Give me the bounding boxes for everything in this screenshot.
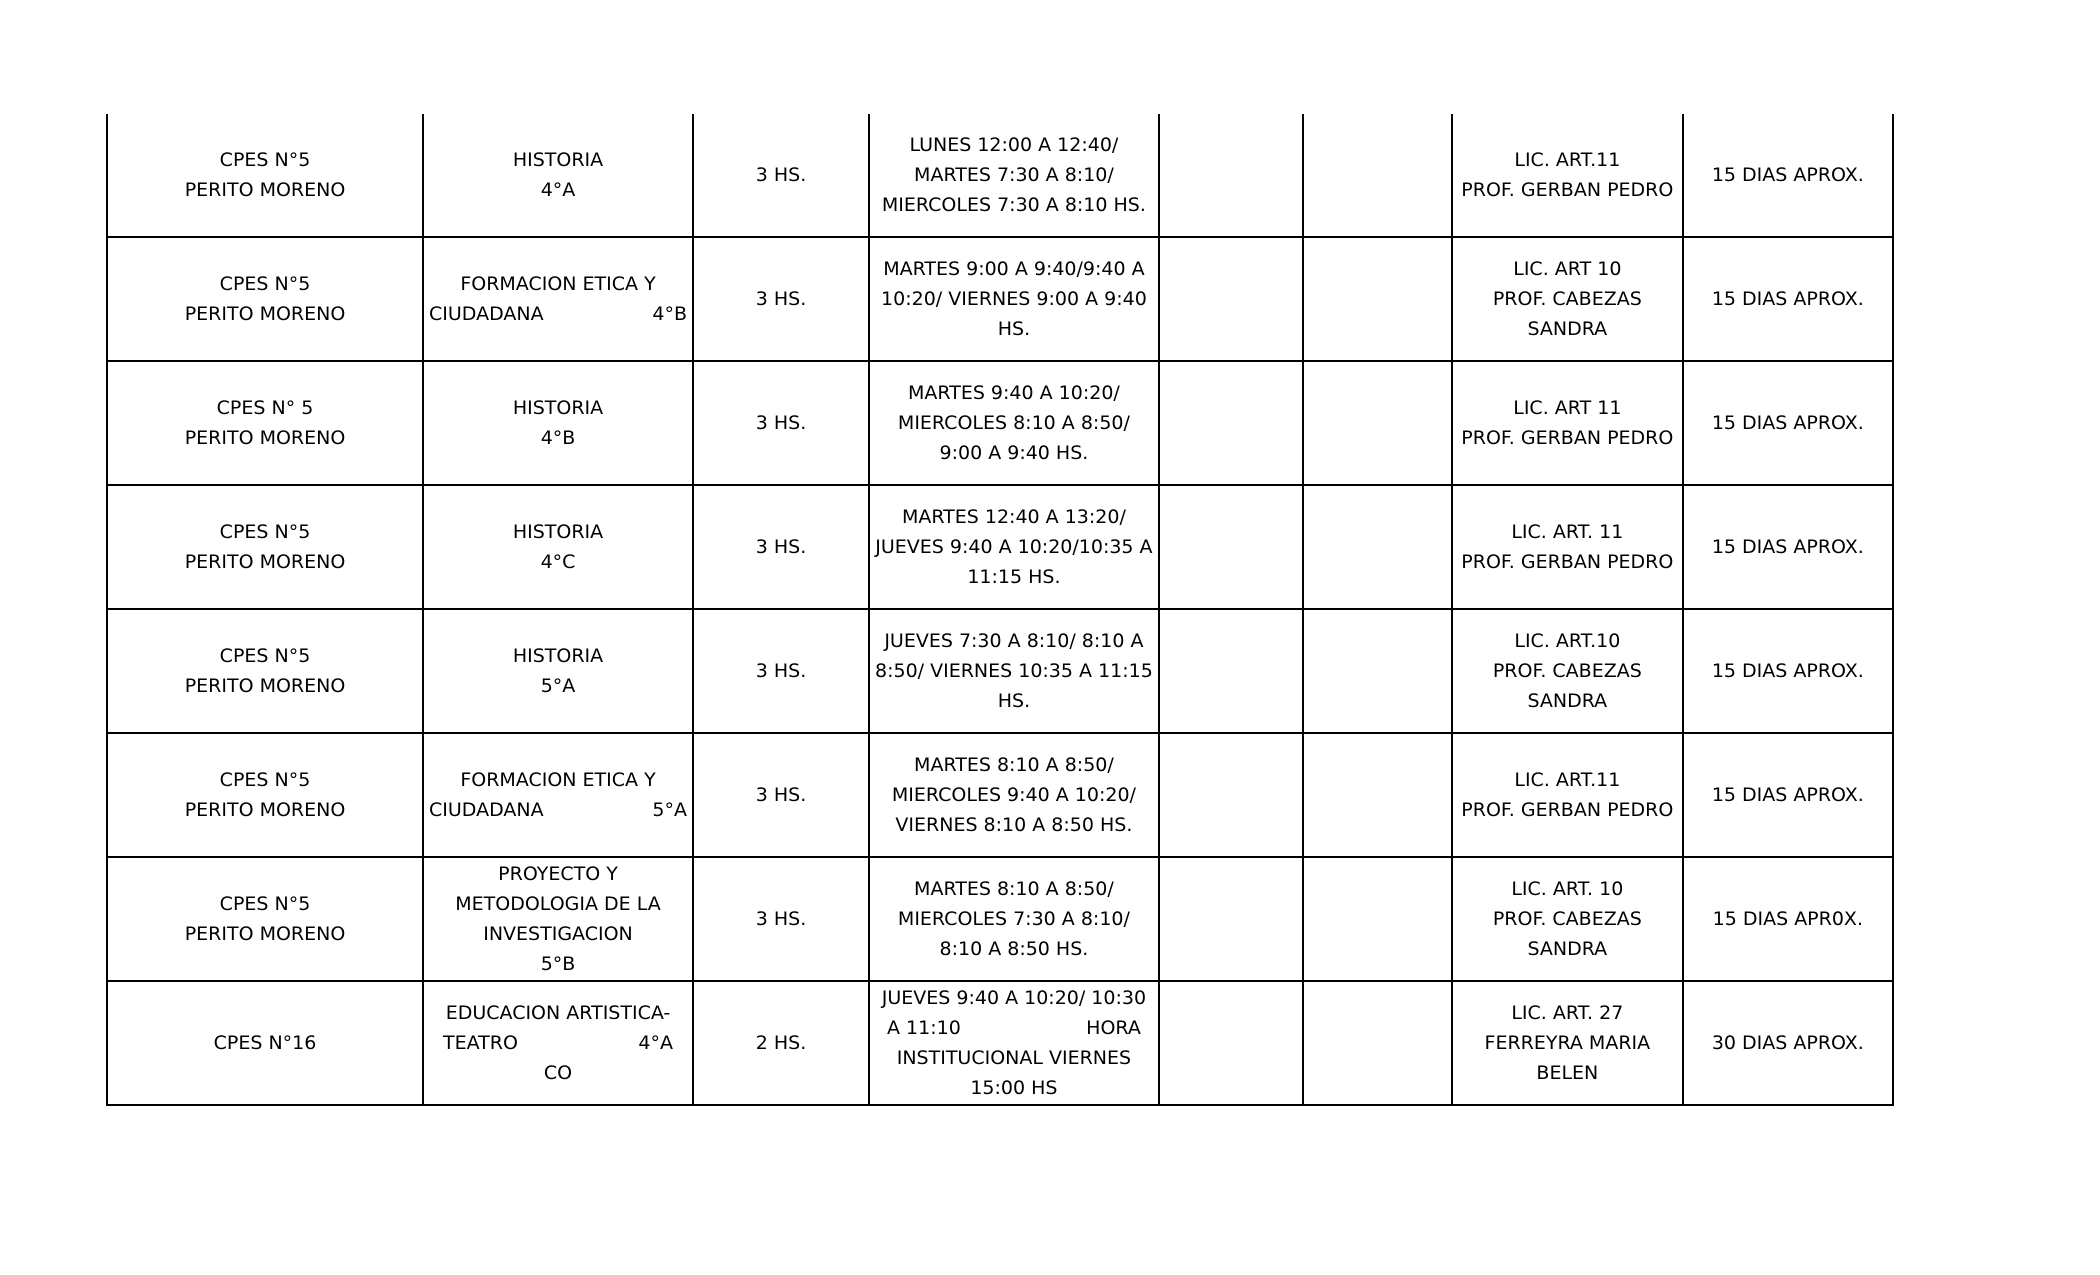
subject-line: PROYECTO Y xyxy=(498,863,618,885)
license-cell xyxy=(1452,981,1683,1105)
license-line: PROF. GERBAN PEDRO xyxy=(1461,179,1674,201)
subject-cell xyxy=(423,114,693,237)
duration-cell xyxy=(1683,981,1893,1105)
schedule-line: MARTES 8:10 A 8:50/ xyxy=(914,754,1114,776)
school-cell xyxy=(107,609,423,733)
school-line: PERITO MORENO xyxy=(184,179,346,201)
subject-text: 5°A xyxy=(652,799,687,821)
hours-cell xyxy=(693,237,869,361)
subject-text: 4°A xyxy=(638,1032,673,1054)
schedule-line: 9:00 A 9:40 HS. xyxy=(939,442,1089,464)
hours-text: 3 HS. xyxy=(755,784,807,806)
license-line: LIC. ART.11 xyxy=(1514,149,1621,171)
duration-cell xyxy=(1683,609,1893,733)
subject-line: 5°B xyxy=(540,953,576,975)
license-cell xyxy=(1452,485,1683,609)
duration-text: 15 DIAS APROX. xyxy=(1711,660,1864,682)
duration-cell xyxy=(1683,114,1893,237)
schedule-line xyxy=(875,1013,1153,1043)
duration-text: 15 DIAS APROX. xyxy=(1711,164,1864,186)
duration-text: 30 DIAS APROX. xyxy=(1711,1032,1864,1054)
subject-cell xyxy=(423,485,693,609)
subject-line: 4°A xyxy=(540,179,576,201)
license-cell xyxy=(1452,361,1683,485)
blank-cell xyxy=(1303,361,1452,485)
school-line: CPES N°16 xyxy=(213,1032,317,1054)
license-cell xyxy=(1452,114,1683,237)
subject-cell xyxy=(423,733,693,857)
schedule-cell xyxy=(869,485,1159,609)
schedule-cell xyxy=(869,733,1159,857)
schedule-line: HS. xyxy=(997,690,1031,712)
schedule-line: 11:15 HS. xyxy=(967,566,1061,588)
license-line: SANDRA xyxy=(1527,938,1608,960)
table-row xyxy=(107,361,1893,485)
subject-cell xyxy=(423,609,693,733)
license-line: PROF. GERBAN PEDRO xyxy=(1461,551,1674,573)
duration-text: 15 DIAS APR0X. xyxy=(1712,908,1863,930)
blank-cell xyxy=(1159,733,1303,857)
subject-line: HISTORIA xyxy=(512,149,604,171)
subject-cell xyxy=(423,857,693,981)
schedule-line: MARTES 9:40 A 10:20/ xyxy=(908,382,1120,404)
license-line: BELEN xyxy=(1536,1062,1599,1084)
license-cell xyxy=(1452,733,1683,857)
schedule-line: HS. xyxy=(997,318,1031,340)
schedule-line: 8:50/ VIERNES 10:35 A 11:15 xyxy=(875,660,1153,682)
table-body xyxy=(107,114,1893,1105)
license-line: FERREYRA MARIA xyxy=(1484,1032,1651,1054)
schedule-line: VIERNES 8:10 A 8:50 HS. xyxy=(895,814,1133,836)
school-line: PERITO MORENO xyxy=(184,303,346,325)
schedule-cell xyxy=(869,857,1159,981)
blank-cell xyxy=(1303,981,1452,1105)
license-line: PROF. GERBAN PEDRO xyxy=(1461,799,1674,821)
school-line: CPES N° 5 xyxy=(216,397,314,419)
schedule-line: MARTES 8:10 A 8:50/ xyxy=(914,878,1114,900)
hours-cell xyxy=(693,981,869,1105)
schedule-line: 15:00 HS xyxy=(970,1077,1058,1099)
schedule-line: MIERCOLES 8:10 A 8:50/ xyxy=(897,412,1130,434)
schedule-line: 8:10 A 8:50 HS. xyxy=(939,938,1089,960)
license-line: SANDRA xyxy=(1527,690,1608,712)
school-line: CPES N°5 xyxy=(219,893,311,915)
table-row xyxy=(107,237,1893,361)
license-line: LIC. ART. 27 xyxy=(1511,1002,1624,1024)
subject-line: EDUCACION ARTISTICA- xyxy=(445,1002,671,1024)
license-line: PROF. GERBAN PEDRO xyxy=(1461,427,1674,449)
blank-cell xyxy=(1159,609,1303,733)
table-row xyxy=(107,114,1893,237)
hours-text: 3 HS. xyxy=(755,908,807,930)
subject-line: CO xyxy=(543,1062,573,1084)
subject-line: HISTORIA xyxy=(512,521,604,543)
school-line: CPES N°5 xyxy=(219,149,311,171)
schedule-line: MIERCOLES 9:40 A 10:20/ xyxy=(891,784,1136,806)
school-line: CPES N°5 xyxy=(219,645,311,667)
subject-line: FORMACION ETICA Y xyxy=(460,273,656,295)
license-line: PROF. CABEZAS xyxy=(1492,908,1642,930)
duration-text: 15 DIAS APROX. xyxy=(1711,784,1864,806)
license-line: LIC. ART 10 xyxy=(1513,258,1622,280)
school-line: PERITO MORENO xyxy=(184,923,346,945)
school-cell xyxy=(107,857,423,981)
license-cell xyxy=(1452,609,1683,733)
blank-cell xyxy=(1159,485,1303,609)
hours-cell xyxy=(693,857,869,981)
schedule-line: MARTES 7:30 A 8:10/ xyxy=(914,164,1114,186)
school-cell xyxy=(107,485,423,609)
hours-cell xyxy=(693,114,869,237)
subject-cell xyxy=(423,981,693,1105)
duration-text: 15 DIAS APROX. xyxy=(1711,412,1864,434)
subject-cell xyxy=(423,237,693,361)
school-line: PERITO MORENO xyxy=(184,799,346,821)
license-line: SANDRA xyxy=(1527,318,1608,340)
table-row xyxy=(107,485,1893,609)
school-line: CPES N°5 xyxy=(219,521,311,543)
duration-cell xyxy=(1683,857,1893,981)
hours-text: 3 HS. xyxy=(755,536,807,558)
schedule-line: JUEVES 9:40 A 10:20/10:35 A xyxy=(875,536,1153,558)
subject-line: 4°B xyxy=(540,427,576,449)
table-row xyxy=(107,981,1893,1105)
schedule-line: INSTITUCIONAL VIERNES xyxy=(896,1047,1132,1069)
hours-text: 3 HS. xyxy=(755,164,807,186)
subject-text: 4°B xyxy=(652,303,687,325)
schedule-line: JUEVES 7:30 A 8:10/ 8:10 A xyxy=(884,630,1144,652)
school-line: PERITO MORENO xyxy=(184,427,346,449)
school-line: CPES N°5 xyxy=(219,273,311,295)
schedule-line: MARTES 9:00 A 9:40/9:40 A xyxy=(883,258,1145,280)
license-cell xyxy=(1452,237,1683,361)
blank-cell xyxy=(1159,981,1303,1105)
schedule-text: HORA xyxy=(1086,1017,1141,1039)
hours-cell xyxy=(693,361,869,485)
blank-cell xyxy=(1303,733,1452,857)
hours-text: 3 HS. xyxy=(755,412,807,434)
schedule-text: A 11:10 xyxy=(887,1017,961,1039)
schedule-cell xyxy=(869,114,1159,237)
blank-cell xyxy=(1159,361,1303,485)
subject-text: CIUDADANA xyxy=(429,799,544,821)
hours-text: 3 HS. xyxy=(755,288,807,310)
schedule-cell xyxy=(869,981,1159,1105)
blank-cell xyxy=(1303,857,1452,981)
subject-line xyxy=(429,1028,687,1058)
school-cell xyxy=(107,733,423,857)
license-line: LIC. ART.11 xyxy=(1514,769,1621,791)
schedule-cell xyxy=(869,361,1159,485)
license-line: PROF. CABEZAS xyxy=(1492,288,1642,310)
schedule-cell xyxy=(869,609,1159,733)
schedule-cell xyxy=(869,237,1159,361)
school-line: PERITO MORENO xyxy=(184,551,346,573)
school-cell xyxy=(107,981,423,1105)
duration-cell xyxy=(1683,361,1893,485)
subject-line: 5°A xyxy=(540,675,576,697)
subject-line: INVESTIGACION xyxy=(483,923,633,945)
hours-text: 2 HS. xyxy=(755,1032,807,1054)
license-line: LIC. ART. 10 xyxy=(1511,878,1624,900)
subject-cell xyxy=(423,361,693,485)
blank-cell xyxy=(1303,485,1452,609)
subject-line: 4°C xyxy=(540,551,576,573)
duration-cell xyxy=(1683,237,1893,361)
license-line: LIC. ART 11 xyxy=(1513,397,1622,419)
license-line: LIC. ART.10 xyxy=(1514,630,1621,652)
hours-text: 3 HS. xyxy=(755,660,807,682)
subject-line: FORMACION ETICA Y xyxy=(460,769,656,791)
subject-text: TEATRO xyxy=(443,1032,518,1054)
license-line: LIC. ART. 11 xyxy=(1511,521,1624,543)
school-line: PERITO MORENO xyxy=(184,675,346,697)
duration-text: 15 DIAS APROX. xyxy=(1711,536,1864,558)
duration-text: 15 DIAS APROX. xyxy=(1711,288,1864,310)
table-row xyxy=(107,857,1893,981)
hours-cell xyxy=(693,609,869,733)
schedule-line: MIERCOLES 7:30 A 8:10 HS. xyxy=(881,194,1146,216)
duration-cell xyxy=(1683,733,1893,857)
duration-cell xyxy=(1683,485,1893,609)
schedule-line: 10:20/ VIERNES 9:00 A 9:40 xyxy=(881,288,1147,310)
hours-cell xyxy=(693,485,869,609)
schedule-line: MIERCOLES 7:30 A 8:10/ xyxy=(897,908,1130,930)
blank-cell xyxy=(1303,609,1452,733)
school-cell xyxy=(107,237,423,361)
subject-line xyxy=(429,795,687,825)
school-cell xyxy=(107,361,423,485)
school-line: CPES N°5 xyxy=(219,769,311,791)
schedule-line: LUNES 12:00 A 12:40/ xyxy=(909,134,1119,156)
blank-cell xyxy=(1159,237,1303,361)
school-cell xyxy=(107,114,423,237)
subject-line: METODOLOGIA DE LA xyxy=(455,893,661,915)
blank-cell xyxy=(1159,114,1303,237)
blank-cell xyxy=(1159,857,1303,981)
subject-line: HISTORIA xyxy=(512,645,604,667)
blank-cell xyxy=(1303,237,1452,361)
subject-line: HISTORIA xyxy=(512,397,604,419)
license-line: PROF. CABEZAS xyxy=(1492,660,1642,682)
hours-cell xyxy=(693,733,869,857)
blank-cell xyxy=(1303,114,1452,237)
table-row xyxy=(107,733,1893,857)
subject-text: CIUDADANA xyxy=(429,303,544,325)
schedule-line: MARTES 12:40 A 13:20/ xyxy=(901,506,1126,528)
license-cell xyxy=(1452,857,1683,981)
schedule-line: JUEVES 9:40 A 10:20/ 10:30 xyxy=(881,987,1147,1009)
licenses-table xyxy=(106,114,1894,1106)
table-row xyxy=(107,609,1893,733)
subject-line xyxy=(429,299,687,329)
